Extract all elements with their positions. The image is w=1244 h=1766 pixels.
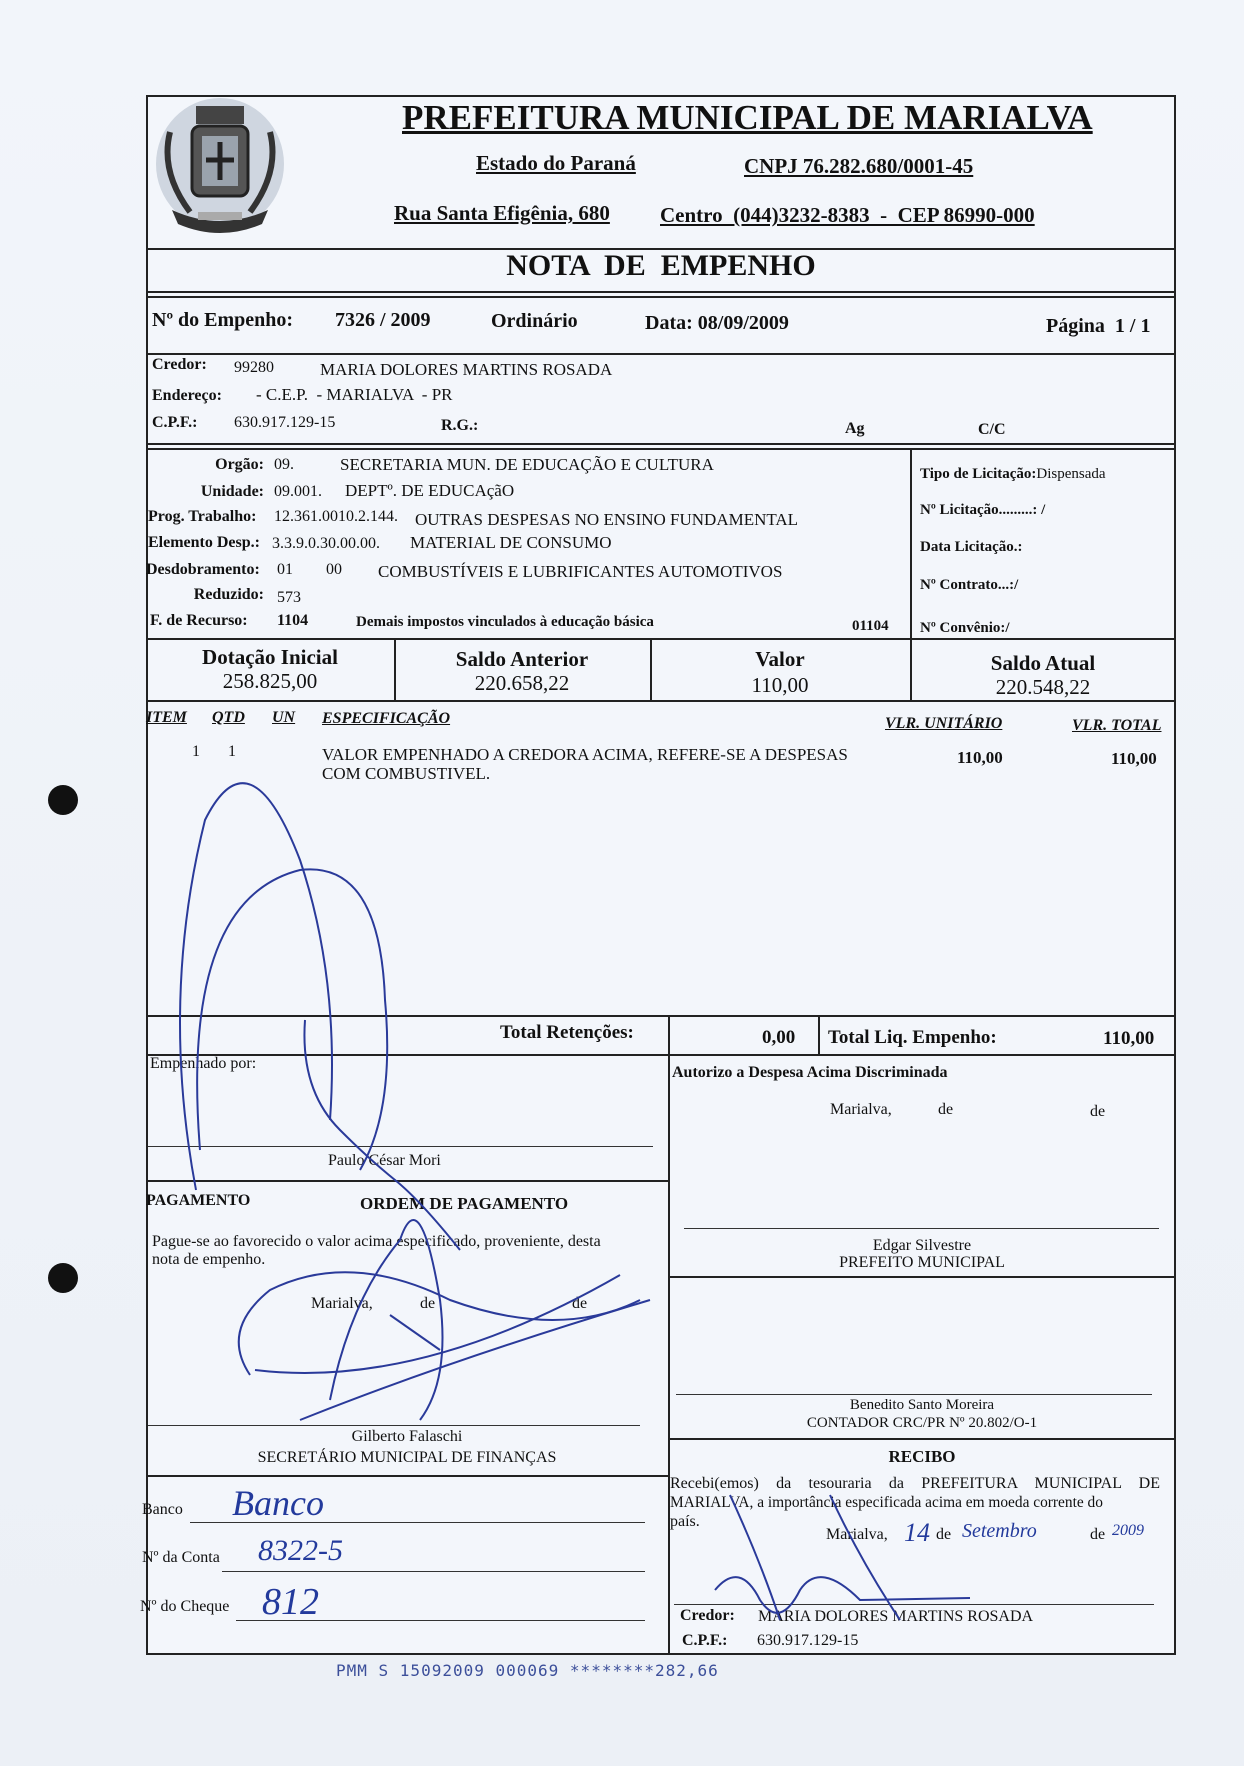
row-qtd: 1 bbox=[228, 743, 236, 760]
row-spec-line1: VALOR EMPENHADO A CREDORA ACIMA, REFERE-SE A DESPESAS bbox=[322, 745, 848, 764]
unidade-code: 09.001. bbox=[274, 483, 322, 500]
col-vlr-unitario: VLR. UNITÁRIO bbox=[885, 715, 1003, 732]
prog-label: Prog. Trabalho: bbox=[148, 508, 257, 525]
conta-label: Nº da Conta bbox=[142, 1549, 220, 1566]
empenho-date: Data: 08/09/2009 bbox=[645, 312, 789, 334]
pague-line1: Pague-se ao favorecido o valor acima especificado, proveniente, desta bbox=[152, 1233, 601, 1250]
desdobramento-a: 01 bbox=[277, 561, 293, 578]
gilberto-name: Gilberto Falaschi bbox=[351, 1428, 463, 1445]
pagamento-label: PAGAMENTO bbox=[146, 1192, 251, 1209]
handwritten-conta: 8322-5 bbox=[258, 1534, 343, 1567]
recurso-number: 01104 bbox=[852, 618, 889, 634]
empenhado-por-label: Empenhado por: bbox=[150, 1055, 257, 1072]
ordem-pagamento-label: ORDEM DE PAGAMENTO bbox=[360, 1194, 569, 1213]
cheque-label: Nº do Cheque bbox=[140, 1598, 230, 1615]
dotacao-inicial-value: 258.825,00 bbox=[222, 669, 318, 693]
valor-label: Valor bbox=[755, 647, 805, 671]
municipal-coat-of-arms-icon bbox=[150, 92, 290, 240]
reduzido-label: Reduzido: bbox=[193, 586, 264, 603]
pagamento-city: Marialva, bbox=[311, 1295, 373, 1312]
empenho-type: Ordinário bbox=[491, 310, 578, 332]
recibo-credor-label: Credor: bbox=[680, 1607, 735, 1624]
handwritten-recibo-month: Setembro bbox=[962, 1520, 1037, 1542]
saldo-anterior-label: Saldo Anterior bbox=[455, 647, 589, 671]
recibo-cpf-label: C.P.F.: bbox=[682, 1632, 728, 1649]
total-retencoes-label: Total Retenções: bbox=[500, 1022, 634, 1043]
saldo-atual-value: 220.548,22 bbox=[995, 675, 1091, 699]
ag-label: Ag bbox=[845, 420, 865, 437]
orgao-code: 09. bbox=[274, 456, 294, 473]
elemento-name: MATERIAL DE CONSUMO bbox=[410, 533, 612, 552]
row-unit-value: 110,00 bbox=[957, 748, 1003, 767]
autorizo-city: Marialva, bbox=[830, 1101, 892, 1118]
empenhado-por-name: Paulo César Mori bbox=[328, 1152, 441, 1169]
saldo-atual-label: Saldo Atual bbox=[990, 651, 1096, 675]
prefeito-role: PREFEITO MUNICIPAL bbox=[839, 1254, 1005, 1271]
recibo-line2: MARIALVA, a importância especificada acima em moeda corrente do bbox=[670, 1494, 1103, 1511]
recurso-label: F. de Recurso: bbox=[150, 612, 248, 629]
punch-hole-bottom bbox=[48, 1263, 78, 1293]
banco-label: Banco bbox=[142, 1501, 183, 1518]
num-contrato: Nº Contrato...:/ bbox=[920, 577, 1019, 593]
col-vlr-total: VLR. TOTAL bbox=[1072, 717, 1162, 734]
col-item: ITEM bbox=[146, 709, 187, 726]
saldo-anterior-value: 220.658,22 bbox=[474, 671, 570, 695]
recibo-title: RECIBO bbox=[888, 1447, 956, 1466]
data-licitacao: Data Licitação.: bbox=[920, 539, 1023, 555]
col-especificacao: ESPECIFICAÇÃO bbox=[322, 710, 451, 727]
cc-label: C/C bbox=[978, 421, 1006, 438]
handwritten-banco: Banco bbox=[232, 1483, 324, 1523]
recibo-credor-name: MARIA DOLORES MARTINS ROSADA bbox=[758, 1608, 1034, 1625]
prog-code: 12.361.0010.2.144. bbox=[274, 508, 398, 525]
orgao-label: Orgão: bbox=[215, 456, 264, 473]
autorizo-de1: de bbox=[938, 1101, 954, 1118]
state-label: Estado do Paraná bbox=[476, 151, 636, 175]
empenho-number-label: Nº do Empenho: bbox=[152, 309, 294, 331]
num-convenio: Nº Convênio:/ bbox=[920, 620, 1010, 636]
row-spec-line2: COM COMBUSTIVEL. bbox=[322, 764, 491, 783]
endereco-label: Endereço: bbox=[152, 387, 222, 404]
credor-label: Credor: bbox=[152, 356, 207, 373]
endereco-value: - C.E.P. - MARIALVA - PR bbox=[256, 385, 453, 404]
recibo-cpf-value: 630.917.129-15 bbox=[757, 1632, 859, 1649]
pagamento-de1: de bbox=[420, 1295, 436, 1312]
credor-code: 99280 bbox=[234, 359, 274, 376]
tipo-licitacao-label: Tipo de Licitação:Dispensada bbox=[920, 466, 1106, 482]
total-liq-value: 110,00 bbox=[1103, 1028, 1155, 1049]
col-un: UN bbox=[272, 709, 296, 726]
payment-stamp: PMM S 15092009 000069 ********282,66 bbox=[336, 1661, 719, 1680]
total-retencoes-value: 0,00 bbox=[762, 1027, 796, 1048]
pagamento-de2: de bbox=[572, 1295, 588, 1312]
punch-hole-top bbox=[48, 785, 78, 815]
desdobramento-b: 00 bbox=[326, 561, 342, 578]
dotacao-inicial-label: Dotação Inicial bbox=[202, 645, 338, 669]
unidade-name: DEPTº. DE EDUCAçãO bbox=[345, 481, 515, 500]
autorizo-de2: de bbox=[1090, 1103, 1106, 1120]
handwritten-recibo-day: 14 bbox=[904, 1518, 930, 1547]
recibo-de1: de bbox=[936, 1526, 952, 1543]
unidade-label: Unidade: bbox=[200, 483, 264, 500]
col-qtd: QTD bbox=[212, 709, 245, 726]
pague-line2: nota de empenho. bbox=[152, 1251, 266, 1268]
cnpj-label: CNPJ 76.282.680/0001-45 bbox=[744, 154, 974, 178]
recurso-name: Demais impostos vinculados à educação básica bbox=[356, 614, 654, 630]
total-liq-label: Total Liq. Empenho: bbox=[828, 1027, 997, 1048]
desdobramento-name: COMBUSTÍVEIS E LUBRIFICANTES AUTOMOTIVOS bbox=[378, 562, 783, 581]
num-licitacao: Nº Licitação.........: / bbox=[920, 502, 1046, 518]
valor-value: 110,00 bbox=[751, 673, 809, 697]
handwritten-recibo-year: 2009 bbox=[1112, 1522, 1144, 1539]
credor-name: MARIA DOLORES MARTINS ROSADA bbox=[320, 360, 613, 379]
row-total-value: 110,00 bbox=[1111, 749, 1157, 768]
reduzido-value: 573 bbox=[277, 589, 301, 606]
recibo-line1: Recebi(emos) da tesouraria da PREFEITURA MUNICIPAL DE bbox=[670, 1475, 1160, 1492]
prefeito-name: Edgar Silvestre bbox=[872, 1237, 972, 1254]
elemento-label: Elemento Desp.: bbox=[148, 534, 260, 551]
elemento-code: 3.3.9.0.30.00.00. bbox=[272, 535, 380, 552]
orgao-name: SECRETARIA MUN. DE EDUCAÇÃO E CULTURA bbox=[340, 455, 714, 474]
gilberto-role: SECRETÁRIO MUNICIPAL DE FINANÇAS bbox=[257, 1449, 557, 1466]
recibo-city: Marialva, bbox=[826, 1526, 888, 1543]
cpf-value: 630.917.129-15 bbox=[234, 414, 336, 431]
recurso-code: 1104 bbox=[277, 612, 309, 629]
recibo-line3: país. bbox=[670, 1513, 700, 1530]
municipality-title: PREFEITURA MUNICIPAL DE MARIALVA bbox=[402, 98, 1093, 137]
contador-name: Benedito Santo Moreira bbox=[849, 1397, 995, 1413]
desdobramento-label: Desdobramento: bbox=[146, 561, 260, 578]
cpf-label: C.P.F.: bbox=[152, 414, 198, 431]
empenho-page: Página 1 / 1 bbox=[1046, 315, 1151, 337]
document-title: NOTA DE EMPENHO bbox=[506, 249, 816, 282]
contador-role: CONTADOR CRC/PR Nº 20.802/O-1 bbox=[806, 1415, 1038, 1431]
handwritten-cheque: 812 bbox=[262, 1581, 319, 1623]
row-item: 1 bbox=[192, 743, 200, 760]
recibo-de2: de bbox=[1090, 1526, 1106, 1543]
address-street: Rua Santa Efigênia, 680 bbox=[394, 201, 610, 225]
prog-name: OUTRAS DESPESAS NO ENSINO FUNDAMENTAL bbox=[415, 510, 799, 529]
address-contact: Centro (044)3232-8383 - CEP 86990-000 bbox=[660, 203, 1035, 227]
empenho-number: 7326 / 2009 bbox=[335, 309, 431, 331]
autorizo-label: Autorizo a Despesa Acima Discriminada bbox=[672, 1064, 948, 1081]
rg-label: R.G.: bbox=[441, 417, 479, 434]
